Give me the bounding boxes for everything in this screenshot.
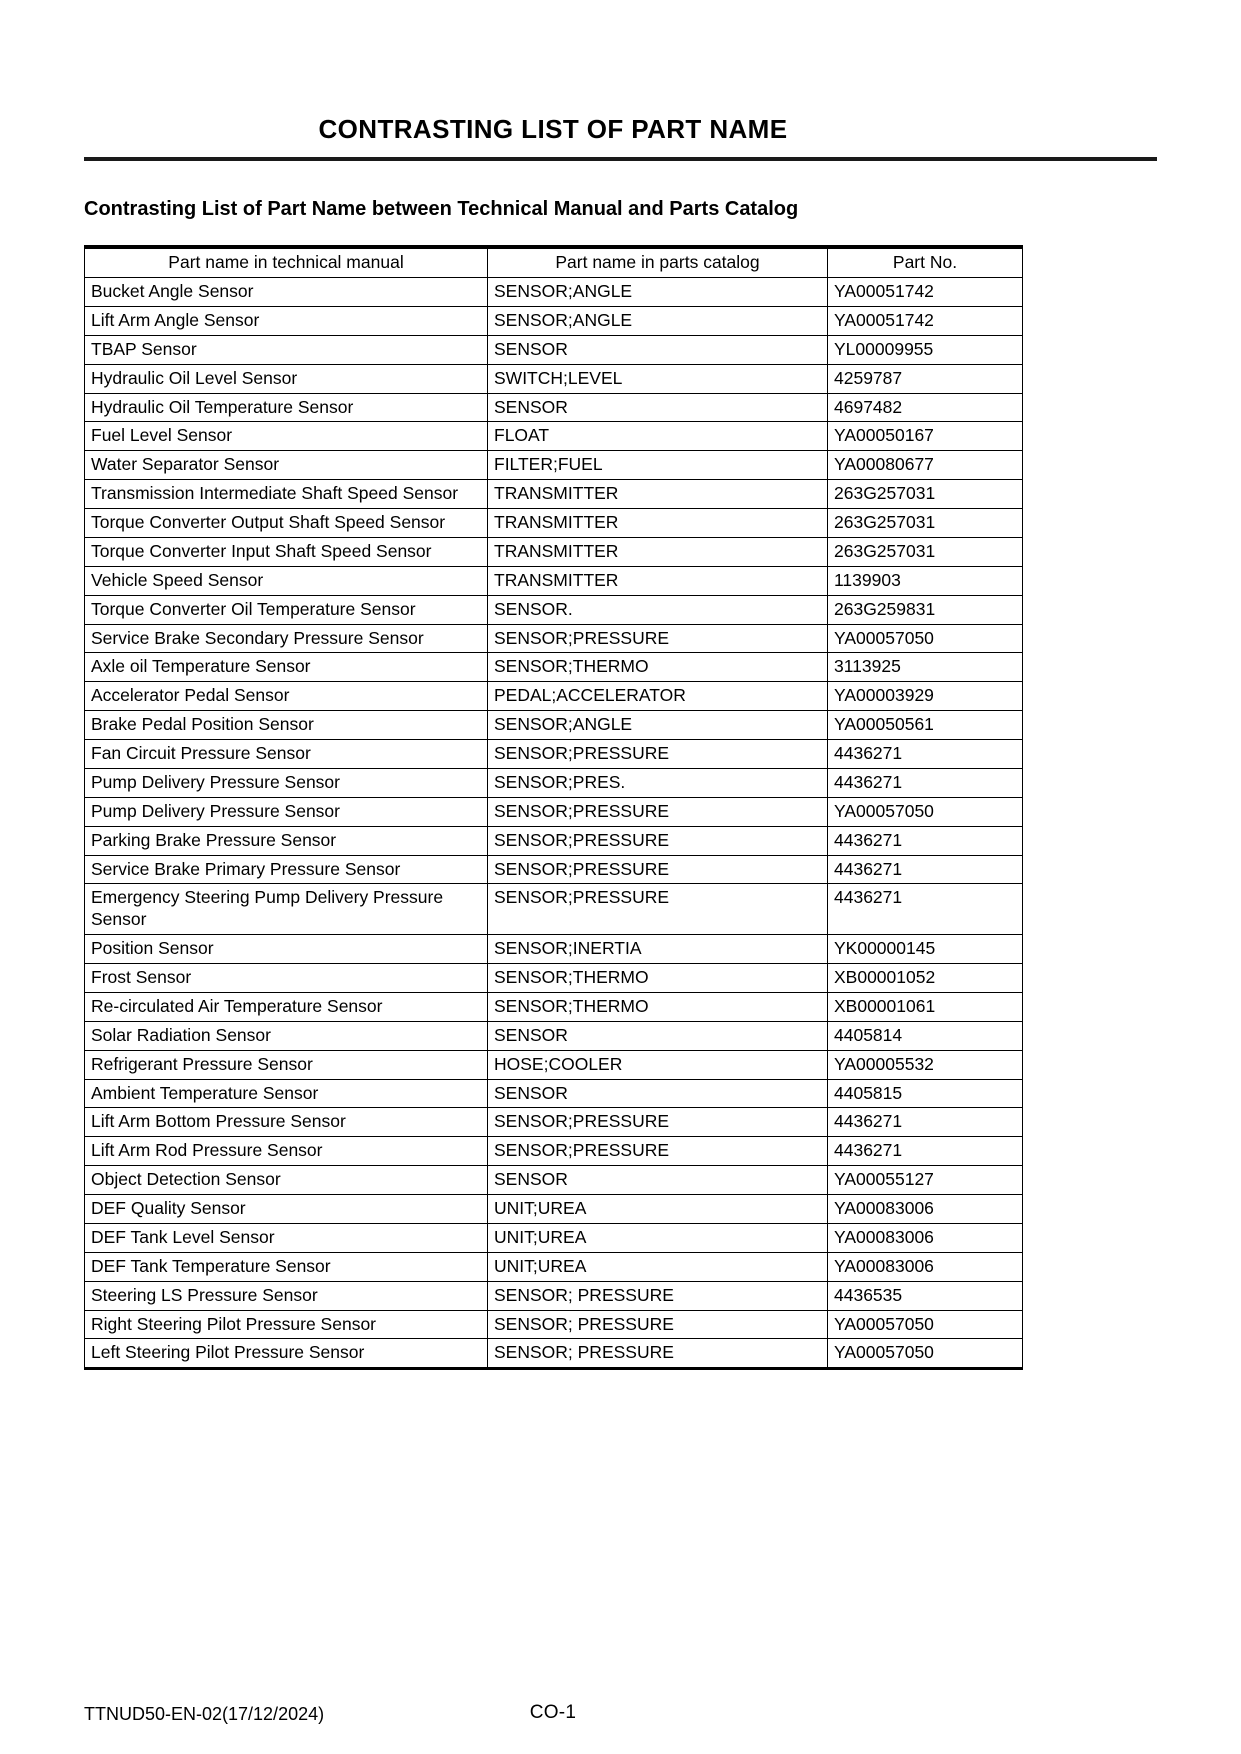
table-row bbox=[85, 1079, 1023, 1108]
cell-part-no: 263G259831 bbox=[828, 595, 1023, 624]
cell-technical-name: Right Steering Pilot Pressure Sensor bbox=[85, 1310, 488, 1339]
table-row bbox=[85, 1021, 1023, 1050]
table-row bbox=[85, 1050, 1023, 1079]
cell-technical-name: Fuel Level Sensor bbox=[85, 422, 488, 451]
cell-part-no: 4436271 bbox=[828, 826, 1023, 855]
cell-catalog-name: SENSOR;PRESSURE bbox=[488, 884, 828, 935]
cell-catalog-name: SENSOR;ANGLE bbox=[488, 306, 828, 335]
cell-part-no: YA00083006 bbox=[828, 1252, 1023, 1281]
cell-catalog-name: SENSOR;ANGLE bbox=[488, 711, 828, 740]
cell-catalog-name: SENSOR;THERMO bbox=[488, 964, 828, 993]
cell-catalog-name: SENSOR;THERMO bbox=[488, 992, 828, 1021]
cell-technical-name: Steering LS Pressure Sensor bbox=[85, 1281, 488, 1310]
cell-catalog-name: SENSOR;PRESSURE bbox=[488, 740, 828, 769]
cell-catalog-name: SENSOR bbox=[488, 335, 828, 364]
cell-catalog-name: SENSOR;ANGLE bbox=[488, 278, 828, 307]
table-row bbox=[85, 480, 1023, 509]
table-row bbox=[85, 935, 1023, 964]
table-row bbox=[85, 768, 1023, 797]
table-row bbox=[85, 306, 1023, 335]
cell-part-no: YA00083006 bbox=[828, 1195, 1023, 1224]
table-row bbox=[85, 1252, 1023, 1281]
cell-catalog-name: SENSOR;PRESSURE bbox=[488, 624, 828, 653]
cell-catalog-name: SENSOR;PRES. bbox=[488, 768, 828, 797]
cell-part-no: 4436271 bbox=[828, 884, 1023, 935]
cell-part-no: 263G257031 bbox=[828, 509, 1023, 538]
cell-technical-name: Fan Circuit Pressure Sensor bbox=[85, 740, 488, 769]
cell-part-no: 4436535 bbox=[828, 1281, 1023, 1310]
cell-technical-name: DEF Tank Level Sensor bbox=[85, 1223, 488, 1252]
cell-part-no: 4405815 bbox=[828, 1079, 1023, 1108]
column-header-part-no: Part No. bbox=[828, 247, 1023, 277]
cell-catalog-name: FILTER;FUEL bbox=[488, 451, 828, 480]
cell-catalog-name: SENSOR bbox=[488, 393, 828, 422]
cell-catalog-name: SENSOR;PRESSURE bbox=[488, 1108, 828, 1137]
cell-catalog-name: SWITCH;LEVEL bbox=[488, 364, 828, 393]
cell-part-no: YA00080677 bbox=[828, 451, 1023, 480]
parts-table bbox=[84, 245, 1023, 1370]
cell-technical-name: Parking Brake Pressure Sensor bbox=[85, 826, 488, 855]
cell-part-no: 263G257031 bbox=[828, 480, 1023, 509]
column-header-technical-name: Part name in technical manual bbox=[85, 247, 488, 277]
cell-part-no: XB00001052 bbox=[828, 964, 1023, 993]
table-row bbox=[85, 1137, 1023, 1166]
table-row bbox=[85, 624, 1023, 653]
cell-part-no: YA00083006 bbox=[828, 1223, 1023, 1252]
cell-part-no: YK00000145 bbox=[828, 935, 1023, 964]
cell-part-no: YA00057050 bbox=[828, 1310, 1023, 1339]
cell-part-no: YA00051742 bbox=[828, 306, 1023, 335]
cell-technical-name: Left Steering Pilot Pressure Sensor bbox=[85, 1339, 488, 1369]
cell-part-no: 3113925 bbox=[828, 653, 1023, 682]
cell-catalog-name: SENSOR;PRESSURE bbox=[488, 855, 828, 884]
cell-technical-name: Hydraulic Oil Level Sensor bbox=[85, 364, 488, 393]
table-row bbox=[85, 364, 1023, 393]
table-row bbox=[85, 855, 1023, 884]
cell-part-no: 263G257031 bbox=[828, 537, 1023, 566]
cell-technical-name: Position Sensor bbox=[85, 935, 488, 964]
cell-part-no: YL00009955 bbox=[828, 335, 1023, 364]
cell-part-no: YA00005532 bbox=[828, 1050, 1023, 1079]
cell-catalog-name: SENSOR; PRESSURE bbox=[488, 1339, 828, 1369]
cell-technical-name: Pump Delivery Pressure Sensor bbox=[85, 797, 488, 826]
cell-technical-name: Emergency Steering Pump Delivery Pressure Sensor bbox=[85, 884, 488, 935]
page-content bbox=[84, 0, 1022, 1370]
cell-part-no: YA00057050 bbox=[828, 1339, 1023, 1369]
table-row bbox=[85, 335, 1023, 364]
cell-technical-name: Pump Delivery Pressure Sensor bbox=[85, 768, 488, 797]
cell-technical-name: Torque Converter Output Shaft Speed Sensor bbox=[85, 509, 488, 538]
table-row bbox=[85, 566, 1023, 595]
cell-catalog-name: TRANSMITTER bbox=[488, 509, 828, 538]
cell-part-no: 4436271 bbox=[828, 1108, 1023, 1137]
title-rule bbox=[84, 157, 1157, 161]
cell-part-no: YA00057050 bbox=[828, 797, 1023, 826]
cell-technical-name: Torque Converter Oil Temperature Sensor bbox=[85, 595, 488, 624]
table-row bbox=[85, 509, 1023, 538]
cell-technical-name: Hydraulic Oil Temperature Sensor bbox=[85, 393, 488, 422]
table-row bbox=[85, 797, 1023, 826]
cell-catalog-name: SENSOR;PRESSURE bbox=[488, 1137, 828, 1166]
cell-technical-name: Transmission Intermediate Shaft Speed Sensor bbox=[85, 480, 488, 509]
cell-part-no: 4436271 bbox=[828, 768, 1023, 797]
table-row bbox=[85, 1281, 1023, 1310]
cell-catalog-name: HOSE;COOLER bbox=[488, 1050, 828, 1079]
cell-technical-name: Service Brake Secondary Pressure Sensor bbox=[85, 624, 488, 653]
cell-catalog-name: SENSOR;THERMO bbox=[488, 653, 828, 682]
cell-part-no: YA00055127 bbox=[828, 1166, 1023, 1195]
table-row bbox=[85, 826, 1023, 855]
cell-part-no: YA00003929 bbox=[828, 682, 1023, 711]
table-row bbox=[85, 1223, 1023, 1252]
cell-technical-name: Bucket Angle Sensor bbox=[85, 278, 488, 307]
cell-part-no: 4697482 bbox=[828, 393, 1023, 422]
cell-part-no: YA00050561 bbox=[828, 711, 1023, 740]
footer-doc-code: TTNUD50-EN-02(17/12/2024) bbox=[84, 1704, 325, 1724]
cell-technical-name: Service Brake Primary Pressure Sensor bbox=[85, 855, 488, 884]
cell-technical-name: Axle oil Temperature Sensor bbox=[85, 653, 488, 682]
cell-technical-name: Brake Pedal Position Sensor bbox=[85, 711, 488, 740]
table-row bbox=[85, 537, 1023, 566]
page-title: CONTRASTING LIST OF PART NAME bbox=[318, 114, 788, 144]
column-header-catalog-name: Part name in parts catalog bbox=[488, 247, 828, 277]
table-row bbox=[85, 740, 1023, 769]
table-row bbox=[85, 278, 1023, 307]
table-row bbox=[85, 964, 1023, 993]
section-heading: Contrasting List of Part Name between Technical Manual and Parts Catalog bbox=[84, 198, 799, 221]
cell-technical-name: Vehicle Speed Sensor bbox=[85, 566, 488, 595]
cell-technical-name: DEF Quality Sensor bbox=[85, 1195, 488, 1224]
cell-technical-name: Lift Arm Rod Pressure Sensor bbox=[85, 1137, 488, 1166]
table-row bbox=[85, 393, 1023, 422]
cell-technical-name: Frost Sensor bbox=[85, 964, 488, 993]
cell-catalog-name: TRANSMITTER bbox=[488, 566, 828, 595]
cell-part-no: 1139903 bbox=[828, 566, 1023, 595]
table-row bbox=[85, 884, 1023, 935]
cell-technical-name: Torque Converter Input Shaft Speed Sensor bbox=[85, 537, 488, 566]
cell-part-no: YA00057050 bbox=[828, 624, 1023, 653]
cell-catalog-name: UNIT;UREA bbox=[488, 1195, 828, 1224]
cell-catalog-name: SENSOR. bbox=[488, 595, 828, 624]
cell-catalog-name: UNIT;UREA bbox=[488, 1252, 828, 1281]
cell-catalog-name: SENSOR bbox=[488, 1079, 828, 1108]
cell-catalog-name: SENSOR;PRESSURE bbox=[488, 826, 828, 855]
table-row bbox=[85, 595, 1023, 624]
cell-part-no: 4436271 bbox=[828, 740, 1023, 769]
cell-catalog-name: SENSOR; PRESSURE bbox=[488, 1310, 828, 1339]
cell-catalog-name: SENSOR;PRESSURE bbox=[488, 797, 828, 826]
cell-part-no: YA00050167 bbox=[828, 422, 1023, 451]
cell-catalog-name: UNIT;UREA bbox=[488, 1223, 828, 1252]
table-header-row bbox=[85, 247, 1023, 277]
table-row bbox=[85, 1195, 1023, 1224]
table-row bbox=[85, 992, 1023, 1021]
cell-catalog-name: FLOAT bbox=[488, 422, 828, 451]
cell-technical-name: Ambient Temperature Sensor bbox=[85, 1079, 488, 1108]
cell-technical-name: Object Detection Sensor bbox=[85, 1166, 488, 1195]
table-row bbox=[85, 1310, 1023, 1339]
table-row bbox=[85, 1339, 1023, 1369]
cell-technical-name: Water Separator Sensor bbox=[85, 451, 488, 480]
footer-page-number: CO-1 bbox=[529, 1702, 577, 1723]
cell-part-no: 4436271 bbox=[828, 1137, 1023, 1166]
table-row bbox=[85, 711, 1023, 740]
cell-part-no: 4405814 bbox=[828, 1021, 1023, 1050]
cell-part-no: 4436271 bbox=[828, 855, 1023, 884]
table-head bbox=[85, 247, 1023, 277]
table-row bbox=[85, 1166, 1023, 1195]
cell-technical-name: DEF Tank Temperature Sensor bbox=[85, 1252, 488, 1281]
cell-catalog-name: TRANSMITTER bbox=[488, 537, 828, 566]
cell-catalog-name: SENSOR bbox=[488, 1021, 828, 1050]
table-row bbox=[85, 422, 1023, 451]
cell-technical-name: TBAP Sensor bbox=[85, 335, 488, 364]
page-footer bbox=[84, 1702, 1022, 1728]
cell-catalog-name: PEDAL;ACCELERATOR bbox=[488, 682, 828, 711]
cell-technical-name: Solar Radiation Sensor bbox=[85, 1021, 488, 1050]
table-body bbox=[85, 278, 1023, 1369]
table-row bbox=[85, 653, 1023, 682]
cell-technical-name: Lift Arm Bottom Pressure Sensor bbox=[85, 1108, 488, 1137]
cell-part-no: YA00051742 bbox=[828, 278, 1023, 307]
table-row bbox=[85, 1108, 1023, 1137]
cell-technical-name: Accelerator Pedal Sensor bbox=[85, 682, 488, 711]
cell-technical-name: Lift Arm Angle Sensor bbox=[85, 306, 488, 335]
cell-technical-name: Re-circulated Air Temperature Sensor bbox=[85, 992, 488, 1021]
cell-catalog-name: SENSOR bbox=[488, 1166, 828, 1195]
cell-part-no: 4259787 bbox=[828, 364, 1023, 393]
table-row bbox=[85, 451, 1023, 480]
cell-catalog-name: SENSOR;INERTIA bbox=[488, 935, 828, 964]
table-row bbox=[85, 682, 1023, 711]
cell-part-no: XB00001061 bbox=[828, 992, 1023, 1021]
cell-catalog-name: TRANSMITTER bbox=[488, 480, 828, 509]
cell-technical-name: Refrigerant Pressure Sensor bbox=[85, 1050, 488, 1079]
cell-catalog-name: SENSOR; PRESSURE bbox=[488, 1281, 828, 1310]
